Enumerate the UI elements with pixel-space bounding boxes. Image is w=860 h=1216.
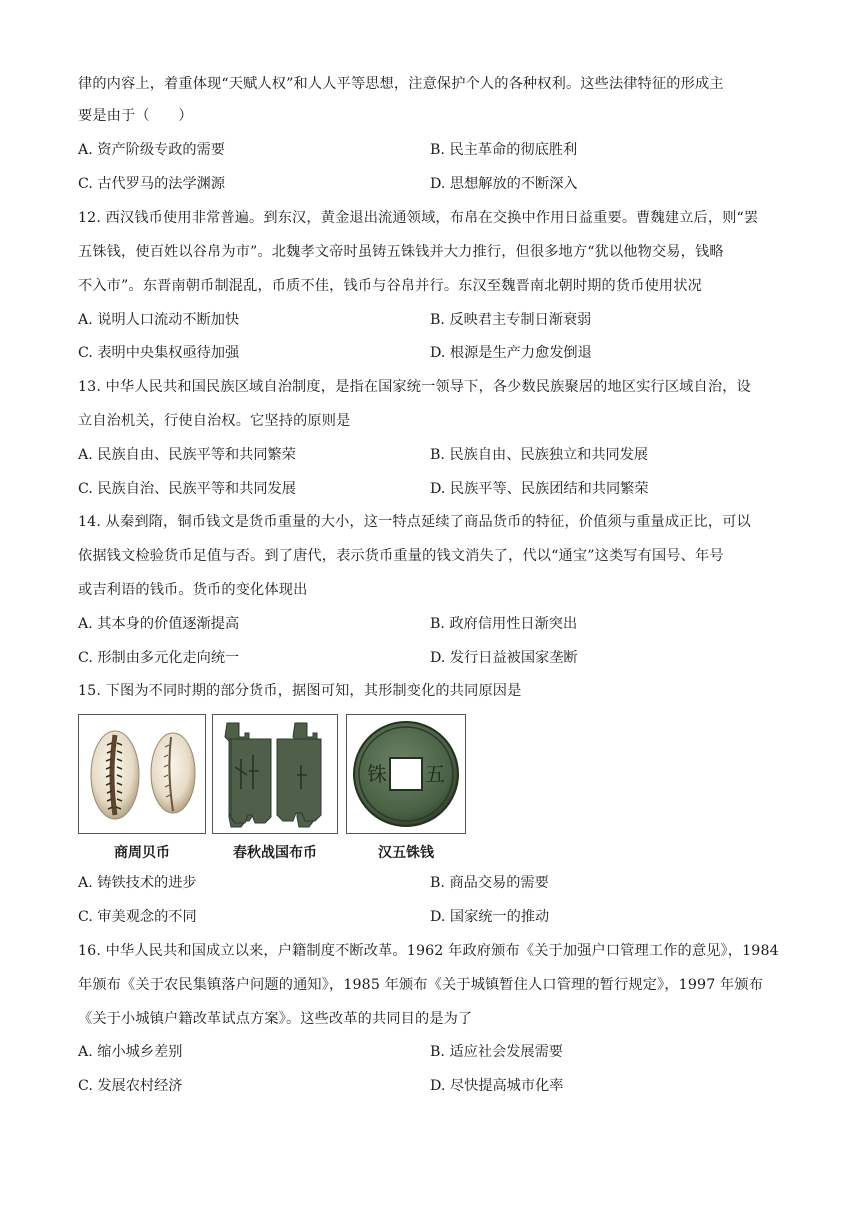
q11-option-a[interactable]: A. 资产阶级专政的需要 xyxy=(78,142,225,158)
currency-figure xyxy=(78,714,468,864)
q13-text-line-2: 立自治机关，行使自治权。它坚持的原则是 xyxy=(78,413,351,429)
coin-char-right: 五 xyxy=(425,762,445,786)
q16-option-c[interactable]: C. 发展农村经济 xyxy=(78,1078,183,1094)
q14-option-d[interactable]: D. 发行日益被国家垄断 xyxy=(430,650,578,666)
q16-text-line-1: 16. 中华人民共和国成立以来，户籍制度不断改革。1962 年政府颁布《关于加强户口管理工作的意见》，1984 xyxy=(78,943,779,959)
shell-money-caption: 商周贝币 xyxy=(114,845,170,861)
q12-text-line-3: 不入市”。东晋南朝币制混乱，币质不佳，钱币与谷帛并行。东汉至魏晋南北朝时期的货币使用状况 xyxy=(78,278,702,294)
q13-option-c[interactable]: C. 民族自治、民族平等和共同发展 xyxy=(78,481,296,497)
q12-option-b[interactable]: B. 反映君主专制日渐衰弱 xyxy=(430,312,592,328)
q13-text-line-1: 13. 中华人民共和国民族区域自治制度，是指在国家统一领导下，各少数民族聚居的地区实行区域自治，设 xyxy=(78,379,751,395)
q12-option-c[interactable]: C. 表明中央集权亟待加强 xyxy=(78,345,240,361)
wuzhu-coin-caption: 汉五铢钱 xyxy=(378,845,434,861)
q14-option-b[interactable]: B. 政府信用性日渐突出 xyxy=(430,616,578,632)
q12-text-line-1: 12. 西汉钱币使用非常普遍。到东汉，黄金退出流通领域，布帛在交换中作用日益重要。曹魏建立后，则“罢 xyxy=(78,210,759,226)
q14-text-line-1: 14. 从秦到隋，铜币钱文是货币重量的大小，这一特点延续了商品货币的特征，价值须与重量成正比，可以 xyxy=(78,514,751,530)
q15-option-c[interactable]: C. 审美观念的不同 xyxy=(78,909,197,925)
q11-option-d[interactable]: D. 思想解放的不断深入 xyxy=(430,176,578,192)
spade-money-image xyxy=(212,714,338,834)
shell-money-image xyxy=(78,714,206,834)
q16-option-b[interactable]: B. 适应社会发展需要 xyxy=(430,1044,563,1060)
q14-text-line-2: 依据钱文检验货币足值与否。到了唐代，表示货币重量的钱文消失了，代以“通宝”这类写有国号、年号 xyxy=(78,548,724,564)
q14-text-line-3: 或吉利语的钱币。货币的变化体现出 xyxy=(78,582,308,598)
q11-option-b[interactable]: B. 民主革命的彻底胜利 xyxy=(430,142,578,158)
q15-option-b[interactable]: B. 商品交易的需要 xyxy=(430,875,549,891)
q12-option-d[interactable]: D. 根源是生产力愈发倒退 xyxy=(430,345,592,361)
q14-option-c[interactable]: C. 形制由多元化走向统一 xyxy=(78,650,240,666)
q13-option-b[interactable]: B. 民族自由、民族独立和共同发展 xyxy=(430,447,649,463)
q16-option-d[interactable]: D. 尽快提高城市化率 xyxy=(430,1078,564,1094)
q13-option-a[interactable]: A. 民族自由、民族平等和共同繁荣 xyxy=(78,447,296,463)
q15-option-d[interactable]: D. 国家统一的推动 xyxy=(430,909,550,925)
coin-char-left: 铢 xyxy=(367,762,387,786)
q15-text-line-1: 15. 下图为不同时期的部分货币，据图可知，其形制变化的共同原因是 xyxy=(78,683,522,699)
q16-option-a[interactable]: A. 缩小城乡差别 xyxy=(78,1044,183,1060)
q14-option-a[interactable]: A. 其本身的价值逐渐提高 xyxy=(78,616,240,632)
q13-option-d[interactable]: D. 民族平等、民族团结和共同繁荣 xyxy=(430,481,649,497)
q15-option-a[interactable]: A. 铸铁技术的进步 xyxy=(78,875,197,891)
q11-text-line-2: 要是由于（ ） xyxy=(78,108,193,124)
q11-text-line-1: 律的内容上，着重体现“天赋人权”和人人平等思想，注意保护个人的各种权利。这些法律特征的形成主 xyxy=(78,76,724,92)
q11-option-c[interactable]: C. 古代罗马的法学渊源 xyxy=(78,176,226,192)
spade-money-caption: 春秋战国布币 xyxy=(233,845,317,861)
q16-text-line-2: 年颁布《关于农民集镇落户问题的通知》，1985 年颁布《关于城镇暂住人口管理的暂行规定》，1997 年颁布 xyxy=(78,977,764,993)
q16-text-line-3: 《关于小城镇户籍改革试点方案》。这些改革的共同目的是为了 xyxy=(78,1011,473,1027)
q12-option-a[interactable]: A. 说明人口流动不断加快 xyxy=(78,312,240,328)
wuzhu-coin-image xyxy=(346,714,466,834)
q12-text-line-2: 五铢钱，使百姓以谷帛为市”。北魏孝文帝时虽铸五铢钱并大力推行，但很多地方“犹以他物交易，钱略 xyxy=(78,244,724,260)
